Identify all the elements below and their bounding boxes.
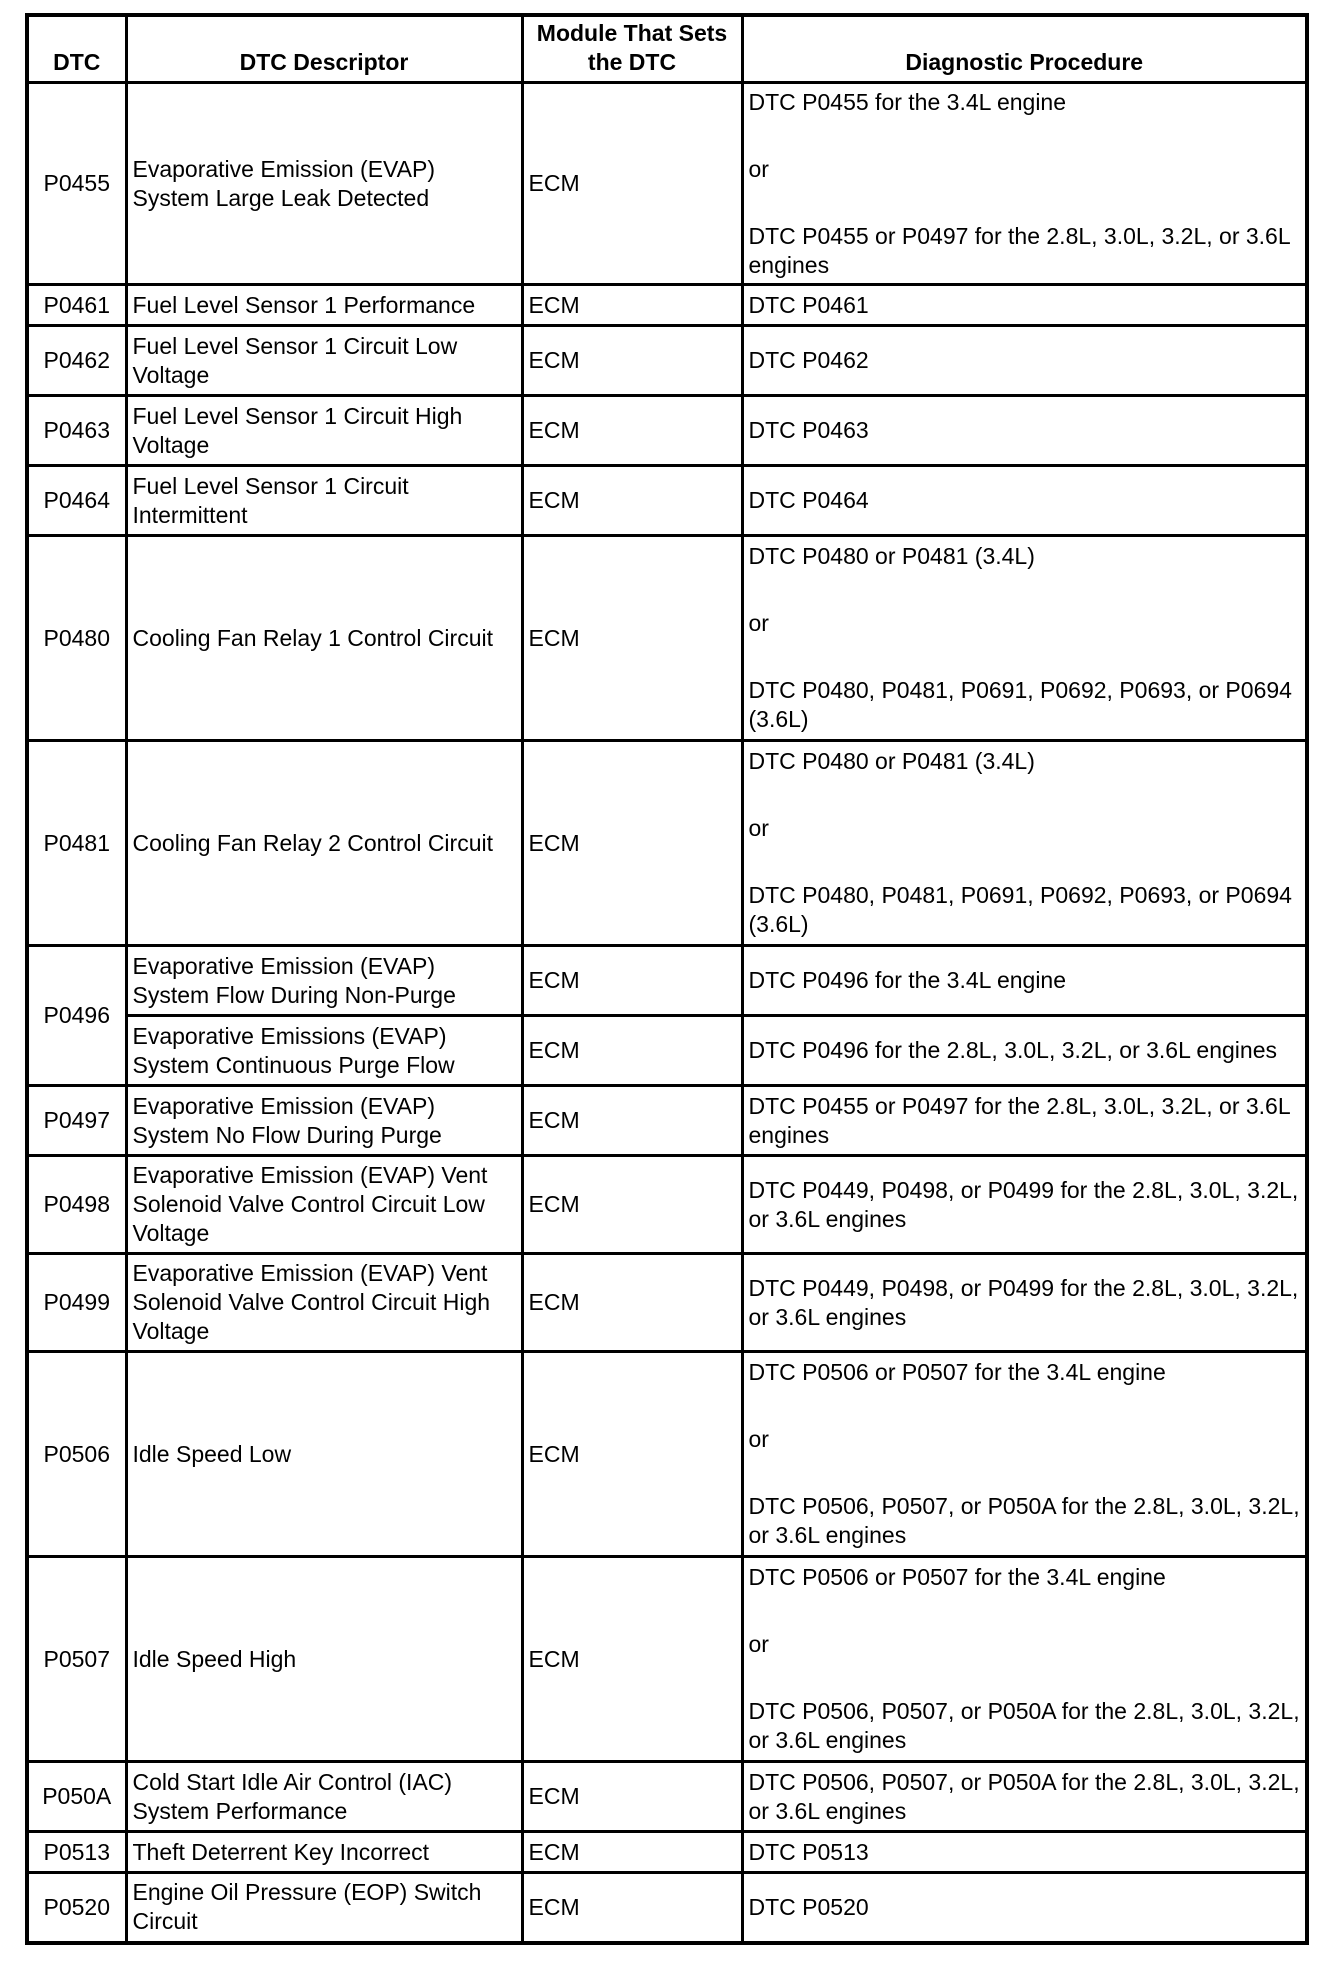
dtc-code-cell: P0506: [27, 1352, 126, 1557]
procedure-link[interactable]: DTC P0506, P0507, or P050A for the 2.8L, 3.0L, 3.2L, or 3.6L engines: [748, 1493, 1300, 1548]
procedure-link[interactable]: DTC P0506 or P0507 for the 3.4L engine: [748, 1564, 1166, 1590]
procedure-link[interactable]: DTC P0496 for the 3.4L engine: [748, 967, 1067, 993]
procedure-cell: [742, 285, 1307, 326]
procedure-cell: [742, 741, 1307, 946]
dtc-descriptor-cell: Cold Start Idle Air Control (IAC) System Performance: [126, 1762, 522, 1832]
dtc-code-cell: P050A: [27, 1762, 126, 1832]
dtc-code-cell: P0497: [27, 1086, 126, 1156]
procedure-gap: [749, 638, 1301, 676]
dtc-descriptor-cell: Evaporative Emission (EVAP) Vent Solenoid Valve Control Circuit Low Voltage: [126, 1156, 522, 1254]
dtc-code-cell: P0499: [27, 1254, 126, 1352]
dtc-descriptor-cell: Fuel Level Sensor 1 Circuit Intermittent: [126, 466, 522, 536]
module-cell: ECM: [522, 1156, 742, 1254]
header-module-line2: the DTC: [587, 49, 677, 75]
procedure-link[interactable]: DTC P0449, P0498, or P0499 for the 2.8L, 3.0L, 3.2L, or 3.6L engines: [748, 1274, 1299, 1330]
table-row: [27, 396, 1307, 466]
procedure-link[interactable]: DTC P0449, P0498, or P0499 for the 2.8L, 3.0L, 3.2L, or 3.6L engines: [748, 1176, 1299, 1232]
procedure-gap: [749, 776, 1301, 814]
module-cell: ECM: [522, 1254, 742, 1352]
module-cell: ECM: [522, 1832, 742, 1873]
dtc-descriptor-cell: Engine Oil Pressure (EOP) Switch Circuit: [126, 1873, 522, 1943]
table-row: [27, 1016, 1307, 1086]
module-cell: ECM: [522, 326, 742, 396]
procedure-cell: [742, 83, 1307, 285]
procedure-gap: [749, 1659, 1301, 1697]
dtc-code-cell: P0464: [27, 466, 126, 536]
procedure-link[interactable]: DTC P0506, P0507, or P050A for the 2.8L, 3.0L, 3.2L, or 3.6L engines: [748, 1698, 1300, 1753]
table-row: [27, 466, 1307, 536]
dtc-descriptor-cell: Evaporative Emission (EVAP) System Flow During Non-Purge: [126, 946, 522, 1016]
header-row: [27, 15, 1307, 83]
procedure-cell: [742, 1762, 1307, 1832]
dtc-code-cell: P0480: [27, 536, 126, 741]
table-row: [27, 946, 1307, 1016]
table-row: [27, 83, 1307, 285]
header-descriptor: DTC Descriptor: [126, 15, 522, 83]
dtc-code-cell: P0463: [27, 396, 126, 466]
module-cell: ECM: [522, 1352, 742, 1557]
module-cell: ECM: [522, 741, 742, 946]
procedure-link[interactable]: DTC P0455 or P0497 for the 2.8L, 3.0L, 3.2L, or 3.6L engines: [748, 1092, 1290, 1148]
procedure-cell: [742, 946, 1307, 1016]
module-cell: ECM: [522, 1086, 742, 1156]
procedure-cell: [742, 326, 1307, 396]
module-cell: ECM: [522, 536, 742, 741]
procedure-cell: [742, 1254, 1307, 1352]
dtc-descriptor-cell: Fuel Level Sensor 1 Circuit Low Voltage: [126, 326, 522, 396]
procedure-gap: [749, 843, 1301, 881]
procedure-link[interactable]: DTC P0513: [748, 1838, 869, 1865]
procedure-cell: [742, 1873, 1307, 1943]
table-row: [27, 1762, 1307, 1832]
table-row: [27, 536, 1307, 741]
dtc-code-cell: P0496: [27, 946, 126, 1086]
module-cell: ECM: [522, 396, 742, 466]
dtc-descriptor-cell: Fuel Level Sensor 1 Circuit High Voltage: [126, 396, 522, 466]
procedure-link[interactable]: DTC P0480, P0481, P0691, P0692, P0693, or P0694 (3.6L): [748, 677, 1292, 732]
dtc-descriptor-cell: Theft Deterrent Key Incorrect: [126, 1832, 522, 1873]
dtc-table: [25, 13, 1309, 1945]
procedure-or: or: [748, 815, 769, 841]
procedure-gap: [749, 117, 1301, 155]
header-procedure: Diagnostic Procedure: [742, 15, 1307, 83]
procedure-cell: [742, 536, 1307, 741]
module-cell: ECM: [522, 466, 742, 536]
table-row: [27, 1832, 1307, 1873]
procedure-cell: [742, 1156, 1307, 1254]
dtc-code-cell: P0462: [27, 326, 126, 396]
dtc-code-cell: P0461: [27, 285, 126, 326]
table-row: [27, 1254, 1307, 1352]
procedure-gap: [749, 571, 1301, 609]
procedure-link[interactable]: DTC P0463: [748, 417, 869, 443]
table-row: [27, 1352, 1307, 1557]
header-module: [522, 15, 742, 83]
table-row: [27, 1086, 1307, 1156]
procedure-or: or: [748, 610, 769, 636]
module-cell: ECM: [522, 83, 742, 285]
dtc-code-cell: P0513: [27, 1832, 126, 1873]
procedure-link[interactable]: DTC P0506, P0507, or P050A for the 2.8L, 3.0L, 3.2L, or 3.6L engines: [748, 1768, 1300, 1824]
procedure-gap: [749, 1592, 1301, 1630]
procedure-or: or: [748, 155, 769, 182]
module-cell: ECM: [522, 1873, 742, 1943]
header-dtc: DTC: [27, 15, 126, 83]
procedure-cell: [742, 1086, 1307, 1156]
dtc-descriptor-cell: Evaporative Emission (EVAP) System No Flow During Purge: [126, 1086, 522, 1156]
procedure-or: or: [748, 1631, 769, 1657]
procedure-link[interactable]: DTC P0461: [748, 291, 869, 318]
dtc-descriptor-cell: Idle Speed High: [126, 1557, 522, 1762]
procedure-cell: [742, 466, 1307, 536]
module-cell: ECM: [522, 285, 742, 326]
module-cell: ECM: [522, 946, 742, 1016]
procedure-cell: [742, 1832, 1307, 1873]
dtc-descriptor-cell: Evaporative Emission (EVAP) Vent Solenoid Valve Control Circuit High Voltage: [126, 1254, 522, 1352]
procedure-gap: [749, 1454, 1301, 1492]
dtc-code-cell: P0507: [27, 1557, 126, 1762]
dtc-descriptor-cell: Fuel Level Sensor 1 Performance: [126, 285, 522, 326]
dtc-descriptor-cell: Idle Speed Low: [126, 1352, 522, 1557]
table-row: [27, 1156, 1307, 1254]
procedure-link[interactable]: DTC P0462: [748, 347, 869, 373]
module-cell: ECM: [522, 1016, 742, 1086]
procedure-cell: [742, 1557, 1307, 1762]
table-row: [27, 285, 1307, 326]
dtc-descriptor-cell: Cooling Fan Relay 2 Control Circuit: [126, 741, 522, 946]
table-row: [27, 1873, 1307, 1943]
procedure-cell: [742, 1016, 1307, 1086]
dtc-code-cell: P0520: [27, 1873, 126, 1943]
table-row: [27, 326, 1307, 396]
procedure-link[interactable]: DTC P0455 for the 3.4L engine: [748, 88, 1067, 115]
procedure-cell: [742, 396, 1307, 466]
procedure-link[interactable]: DTC P0464: [748, 487, 869, 513]
dtc-descriptor-cell: Cooling Fan Relay 1 Control Circuit: [126, 536, 522, 741]
procedure-link[interactable]: DTC P0480, P0481, P0691, P0692, P0693, or P0694 (3.6L): [748, 882, 1292, 937]
dtc-descriptor-cell: Evaporative Emission (EVAP) System Large Leak Detected: [126, 83, 522, 285]
dtc-descriptor-cell: Evaporative Emissions (EVAP) System Continuous Purge Flow: [126, 1016, 522, 1086]
procedure-link[interactable]: DTC P0506 or P0507 for the 3.4L engine: [748, 1359, 1166, 1385]
procedure-or: or: [748, 1426, 769, 1452]
table-row: [27, 741, 1307, 946]
procedure-link[interactable]: DTC P0480 or P0481 (3.4L): [748, 543, 1035, 569]
table-body: [27, 83, 1307, 1943]
dtc-code-cell: P0481: [27, 741, 126, 946]
procedure-gap: [749, 184, 1301, 222]
dtc-code-cell: P0455: [27, 83, 126, 285]
procedure-cell: [742, 1352, 1307, 1557]
procedure-gap: [749, 1387, 1301, 1425]
module-cell: ECM: [522, 1557, 742, 1762]
header-module-line1: Module That Sets: [536, 20, 728, 46]
dtc-code-cell: P0498: [27, 1156, 126, 1254]
table-row: [27, 1557, 1307, 1762]
procedure-link[interactable]: DTC P0480 or P0481 (3.4L): [748, 748, 1035, 774]
module-cell: ECM: [522, 1762, 742, 1832]
procedure-link[interactable]: DTC P0496 for the 2.8L, 3.0L, 3.2L, or 3.6L engines: [748, 1037, 1277, 1063]
procedure-link[interactable]: DTC P0455 or P0497 for the 2.8L, 3.0L, 3.2L, or 3.6L engines: [748, 222, 1290, 278]
procedure-link[interactable]: DTC P0520: [748, 1893, 869, 1920]
